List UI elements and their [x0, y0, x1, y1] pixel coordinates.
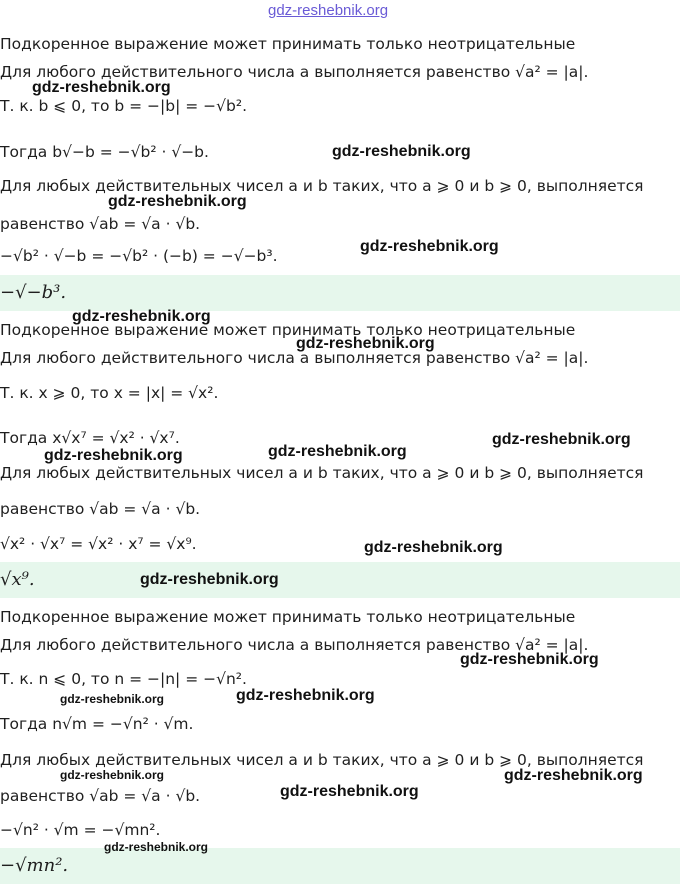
- solution-line: −√b² · √−b = −√b² · (−b) = −√−b³.: [0, 247, 278, 265]
- solution-line: Для любых действительных чисел a и b таких, что a ⩾ 0 и b ⩾ 0, выполняется: [0, 177, 644, 195]
- watermark: gdz-reshebnik.org: [296, 335, 435, 352]
- watermark: gdz-reshebnik.org: [492, 431, 631, 448]
- answer-text: √x⁹.: [0, 569, 35, 590]
- watermark: gdz-reshebnik.org: [364, 539, 503, 556]
- solution-line: равенство √ab = √a · √b.: [0, 215, 201, 233]
- solution-line: равенство √ab = √a · √b.: [0, 787, 201, 805]
- watermark: gdz-reshebnik.org: [72, 308, 211, 325]
- answer-text: −√mn².: [0, 855, 69, 876]
- solution-line: Т. к. n ⩽ 0, то n = −|n| = −√n².: [0, 670, 247, 688]
- solution-line: Тогда b√−b = −√b² · √−b.: [0, 143, 209, 161]
- solution-line: Для любых действительных чисел a и b таких, что a ⩾ 0 и b ⩾ 0, выполняется: [0, 464, 644, 482]
- solution-line: Для любого действительного числа a выполняется равенство √a² = |a|.: [0, 349, 589, 367]
- watermark: gdz-reshebnik.org: [460, 651, 599, 668]
- solution-line: Т. к. b ⩽ 0, то b = −|b| = −√b².: [0, 97, 248, 115]
- watermark: gdz-reshebnik.org: [280, 783, 419, 800]
- solution-line: −√n² · √m = −√mn².: [0, 821, 161, 839]
- watermark: gdz-reshebnik.org: [332, 143, 471, 160]
- watermark: gdz-reshebnik.org: [504, 767, 643, 784]
- solution-line: Подкоренное выражение может принимать только неотрицательные: [0, 35, 576, 53]
- answer-text: −√−b³.: [0, 282, 67, 303]
- solution-line: Подкоренное выражение может принимать только неотрицательные: [0, 321, 576, 339]
- answer-highlight: [0, 848, 680, 884]
- solution-line: Подкоренное выражение может принимать только неотрицательные: [0, 608, 576, 626]
- solution-line: равенство √ab = √a · √b.: [0, 500, 201, 518]
- watermark: gdz-reshebnik.org: [236, 687, 375, 704]
- solution-line: √x² · √x⁷ = √x² · x⁷ = √x⁹.: [0, 535, 197, 553]
- solution-line: Тогда n√m = −√n² · √m.: [0, 715, 194, 733]
- watermark: gdz-reshebnik.org: [268, 443, 407, 460]
- answer-highlight: [0, 275, 680, 311]
- watermark: gdz-reshebnik.org: [60, 768, 165, 782]
- solution-line: Т. к. x ⩾ 0, то x = |x| = √x².: [0, 384, 219, 402]
- solution-line: Для любых действительных чисел a и b таких, что a ⩾ 0 и b ⩾ 0, выполняется: [0, 751, 644, 769]
- watermark: gdz-reshebnik.org: [32, 79, 171, 96]
- watermark: gdz-reshebnik.org: [60, 692, 165, 706]
- solution-line: Для любого действительного числа a выполняется равенство √a² = |a|.: [0, 636, 589, 654]
- answer-highlight: [0, 562, 680, 598]
- solution-line: Для любого действительного числа a выполняется равенство √a² = |a|.: [0, 63, 589, 81]
- watermark: gdz-reshebnik.org: [44, 447, 183, 464]
- watermark: gdz-reshebnik.org: [360, 238, 499, 255]
- watermark: gdz-reshebnik.org: [108, 193, 247, 210]
- site-link[interactable]: gdz-reshebnik.org: [268, 2, 389, 19]
- watermark: gdz-reshebnik.org: [140, 571, 279, 588]
- solution-line: Тогда x√x⁷ = √x² · √x⁷.: [0, 429, 180, 447]
- watermark: gdz-reshebnik.org: [104, 840, 209, 854]
